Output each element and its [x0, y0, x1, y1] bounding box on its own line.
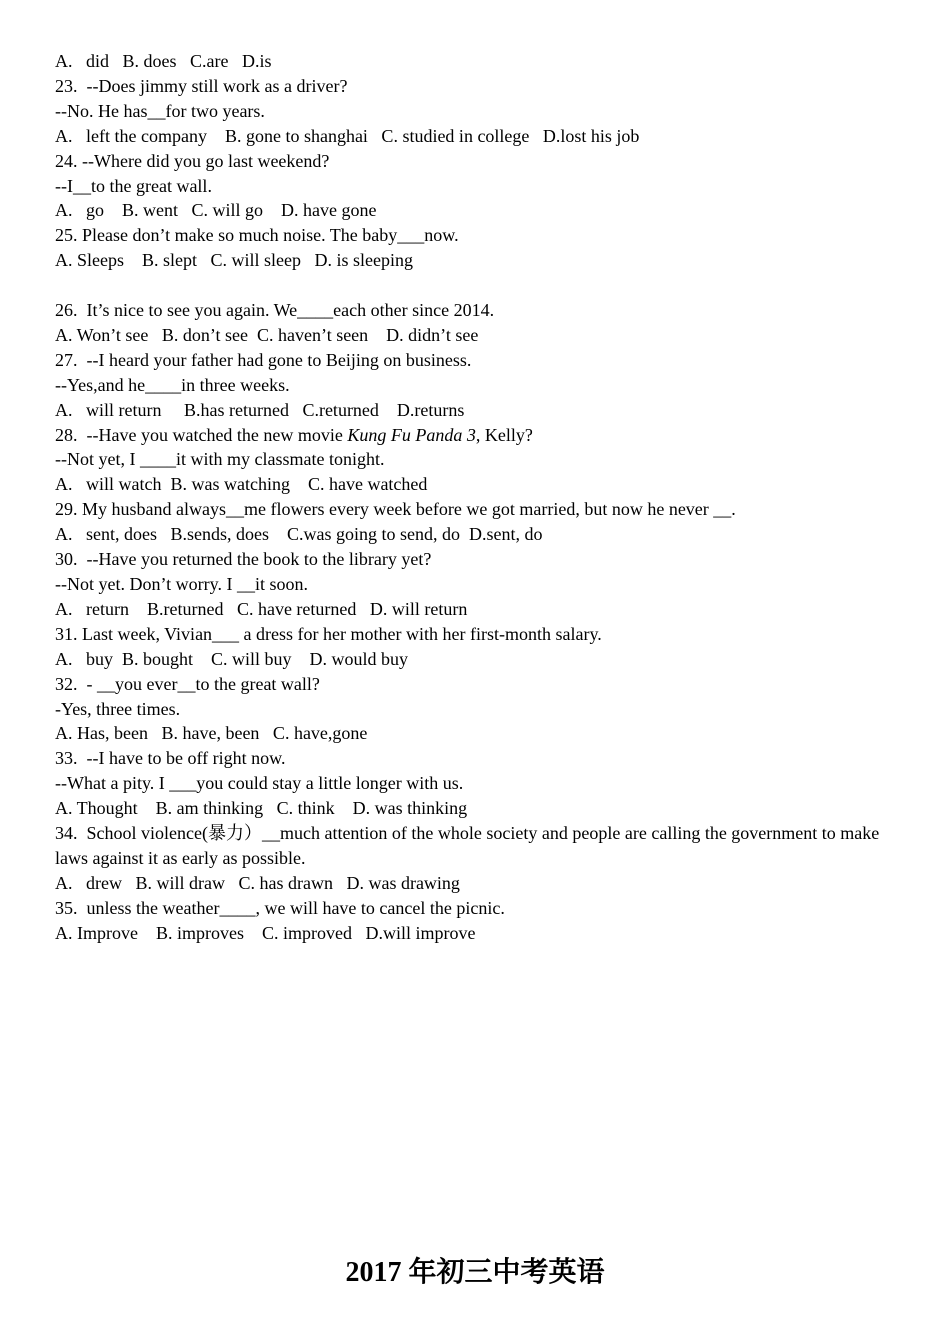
q22-options: A. did B. does C.are D.is: [55, 51, 272, 71]
q27-stem: 27. --I heard your father had gone to Beijing on business.: [55, 349, 472, 370]
q31-options: A. buy B. bought C. will buy D. would buy: [55, 648, 409, 669]
q33-options: A. Thought B. am thinking C. think D. was thinking: [55, 798, 468, 819]
q30-options: A. return B.returned C. have returned D. will return: [55, 598, 468, 619]
q29-options: A. sent, does B.sends, does C.was going to send, do D.sent, do: [55, 524, 543, 545]
q28-options: A. will watch B. was watching C. have watched: [55, 474, 428, 495]
q24-stem: 24. --Where did you go last weekend?: [55, 150, 330, 171]
q26-stem: 26. It’s nice to see you again. We____each other since 2014.: [55, 300, 495, 321]
q32-response: -Yes, three times.: [55, 698, 181, 719]
q29-stem: 29. My husband always__me flowers every week before we got married, but now he never __.: [55, 499, 736, 520]
q23-stem: 23. --Does jimmy still work as a driver?: [55, 75, 348, 96]
q33-response: --What a pity. I ___you could stay a little longer with us.: [55, 773, 464, 794]
q23-response: --No. He has__for two years.: [55, 100, 265, 121]
q30-response: --Not yet. Don’t worry. I __it soon.: [55, 574, 308, 595]
blank-spacer: [55, 273, 900, 298]
q24-options: A. go B. went C. will go D. have gone: [55, 200, 377, 221]
question-list: [55, 49, 900, 946]
q25-stem: 25. Please don’t make so much noise. The baby___now.: [55, 225, 459, 246]
q27-response: --Yes,and he____in three weeks.: [55, 374, 290, 395]
page-footer-title: 2017 年初三中考英语: [345, 1257, 605, 1288]
q28-movie-title: Kung Fu Panda 3: [347, 424, 476, 445]
q32-options: A. Has, been B. have, been C. have,gone: [55, 723, 368, 744]
q33-stem: 33. --I have to be off right now.: [55, 748, 286, 769]
q32-stem: 32. - __you ever__to the great wall?: [55, 673, 320, 694]
q31-stem: 31. Last week, Vivian___ a dress for her mother with her first-month salary.: [55, 623, 602, 644]
q34-options: A. drew B. will draw C. has drawn D. was drawing: [55, 872, 460, 893]
q27-options: A. will return B.has returned C.returned D.returns: [55, 399, 465, 420]
q25-options: A. Sleeps B. slept C. will sleep D. is sleeping: [55, 250, 413, 271]
q28-response: --Not yet, I ____it with my classmate tonight.: [55, 449, 385, 470]
q26-options: A. Won’t see B. don’t see C. haven’t seen D. didn’t see: [55, 324, 479, 345]
q35-stem: 35. unless the weather____, we will have to cancel the picnic.: [55, 897, 505, 918]
q28-stem: [55, 423, 900, 448]
q35-options: A. Improve B. improves C. improved D.will improve: [55, 922, 476, 943]
q34-stem: 34. School violence(暴力）__much attention of the whole society and people are calling the government to make laws against it as early as possible.: [55, 823, 884, 868]
q28-stem-before: 28. --Have you watched the new movie: [55, 424, 348, 445]
q24-response: --I__to the great wall.: [55, 175, 212, 196]
q28-stem-after: , Kelly?: [475, 424, 533, 445]
q30-stem: 30. --Have you returned the book to the library yet?: [55, 549, 432, 570]
q23-options: A. left the company B. gone to shanghai C. studied in college D.lost his job: [55, 125, 640, 146]
